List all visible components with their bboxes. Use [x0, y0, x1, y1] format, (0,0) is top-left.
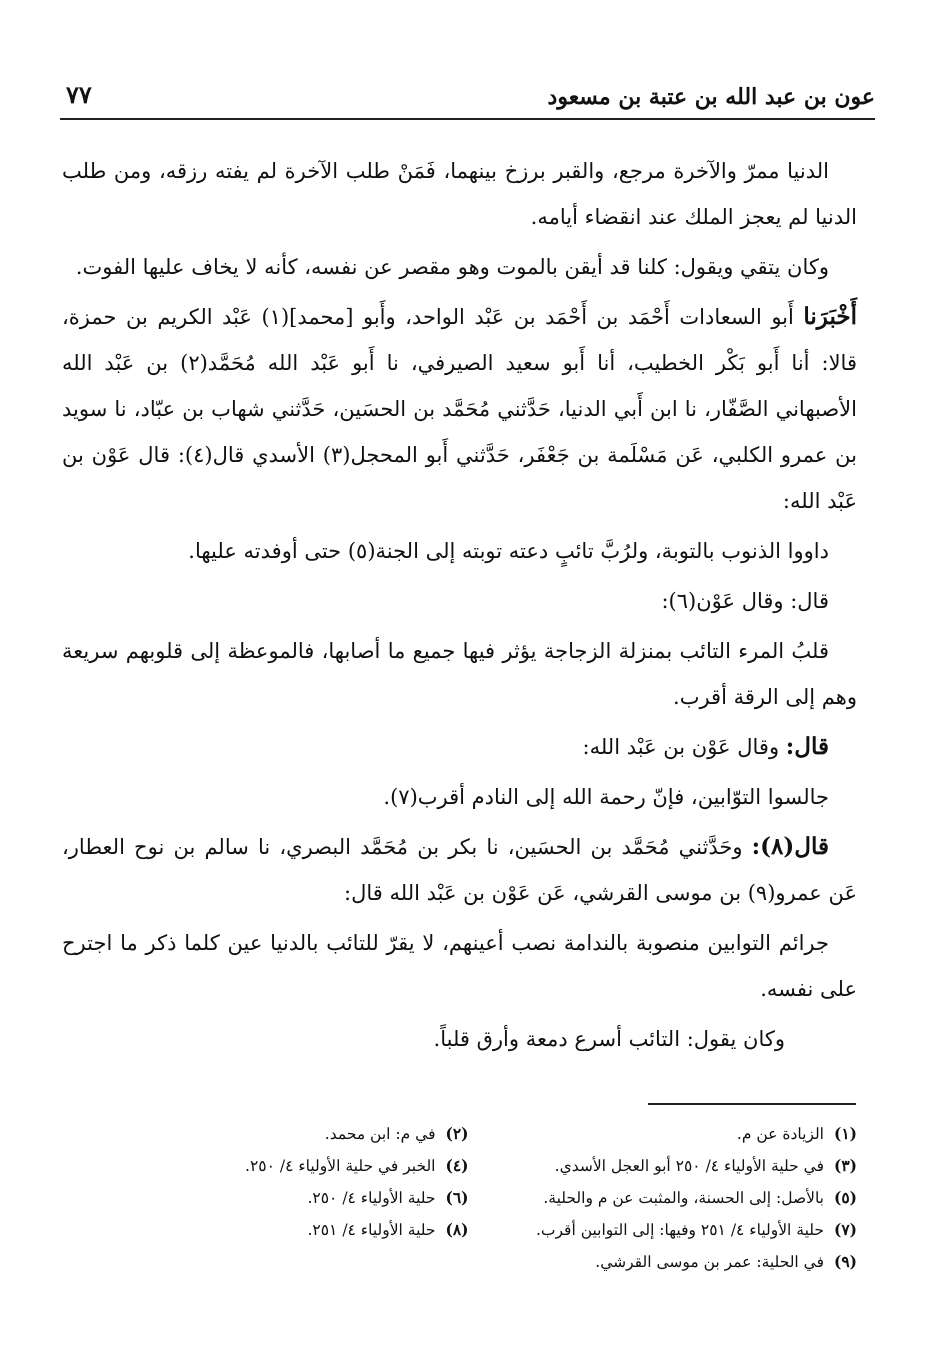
footnote-8 [80, 1214, 469, 1246]
footnote-1 [469, 1118, 858, 1150]
footnote-text: في الحلية: عمر بن موسى القرشي. [595, 1253, 824, 1271]
footnote-text: حلية الأولياء ٤/ ٢٥١. [307, 1221, 436, 1239]
akhbarana-lead: أَخْبَرَنا [803, 303, 858, 330]
paragraph-7-text: وقال عَوْن بن عَبْد الله: [582, 735, 780, 759]
footnote-number: (٩) [833, 1252, 857, 1271]
footnote-4 [80, 1150, 469, 1182]
footnote-row [80, 1182, 857, 1214]
footnote-number: (٥) [833, 1188, 857, 1207]
paragraph-1: الدنيا ممرّ والآخرة مرجع، والقبر برزخ بينهما، فَمَنْ طلب الآخرة لم يفته رزقه، ومن طلب الدنيا لم يعجز الملك عند انقضاء أيامه. [62, 159, 857, 229]
footnote-row [80, 1246, 857, 1278]
running-title: عون بن عبد الله بن عتبة بن مسعود [547, 84, 875, 110]
paragraph-11: وكان يقول: التائب أسرع دمعة وأرق قلباً. [433, 1027, 785, 1051]
qal-lead-2: قال(٨): [751, 833, 829, 860]
paragraph-8: جالسوا التوّابين، فإنّ رحمة الله إلى النادم أقرب(٧). [383, 785, 829, 809]
paragraph-10: جرائم التوابين منصوبة بالندامة نصب أعينهم، لا يقرّ للتائب بالدنيا عين كلما ذكر ما اجترح على نفسه. [62, 931, 857, 1001]
footnote-row [80, 1118, 857, 1150]
footnote-separator [648, 1103, 856, 1105]
footnote-number: (٧) [833, 1220, 857, 1239]
paragraph-9-text: وحَدَّثني مُحَمَّد بن الحسَين، نا بكر بن مُحَمَّد البصري، نا سالم بن نوح العطار، عَن عمرو(٩) بن موسى القرشي، عَن عَوْن بن عَبْد الله قال: [62, 835, 857, 905]
paragraph-6: قلبُ المرء التائب بمنزلة الزجاجة يؤثر فيها جميع ما أصابها، فالموعظة إلى قلوبهم سريعة وهم إلى الرقة أقرب. [62, 639, 857, 709]
footnote-text: في حلية الأولياء ٤/ ٢٥٠ أبو العجل الأسدي. [554, 1157, 824, 1175]
footnote-number: (٤) [445, 1156, 469, 1175]
footnote-number: (٢) [445, 1124, 469, 1143]
footnote-number: (٨) [445, 1220, 469, 1239]
footnote-3 [469, 1150, 858, 1182]
qal-lead: قال: [785, 733, 829, 760]
footnotes [80, 1118, 857, 1278]
footnote-text: الخبر في حلية الأولياء ٤/ ٢٥٠. [245, 1157, 436, 1175]
footnote-row [80, 1150, 857, 1182]
paragraph-2: وكان يتقي ويقول: كلنا قد أيقن بالموت وهو مقصر عن نفسه، كأنه لا يخاف عليها الفوت. [75, 255, 829, 279]
footnote-number: (١) [833, 1124, 857, 1143]
footnote-5 [469, 1182, 858, 1214]
page-number: ٧٧ [66, 80, 92, 109]
paragraph-5: قال: وقال عَوْن(٦): [661, 589, 829, 613]
footnote-row [80, 1214, 857, 1246]
paragraph-7 [62, 724, 857, 770]
main-text [62, 148, 857, 1066]
paragraph-4: داووا الذنوب بالتوبة، ولرُبَّ تائبٍ دعته توبته إلى الجنة(٥) حتى أوفدته عليها. [188, 539, 829, 563]
footnote-number: (٦) [445, 1188, 469, 1207]
footnote-6 [80, 1182, 469, 1214]
footnote-text: في م: ابن محمد. [324, 1125, 436, 1143]
footnote-text: الزيادة عن م. [736, 1125, 824, 1143]
footnote-text: حلية الأولياء ٤/ ٢٥١ وفيها: إلى التوابين أقرب. [535, 1221, 824, 1239]
footnote-text: حلية الأولياء ٤/ ٢٥٠. [307, 1189, 436, 1207]
footnote-7 [469, 1214, 858, 1246]
paragraph-3 [62, 294, 857, 524]
footnote-number: (٣) [833, 1156, 857, 1175]
paragraph-3-text: أَبو السعادات أَحْمَد بن أَحْمَد بن عَبْد الواحد، وأَبو [محمد](١) عَبْد الكريم بن حمزة، قالا: أنا أَبو بَكْر الخطيب، أنا أَبو سعيد الصيرفي، نا أَبو عَبْد الله مُحَمَّد(٢) بن عَبْد الله الأصبهاني الصَّفّار، نا ابن أَبي الدنيا، حَدَّثني مُحَمَّد بن الحسَين، حَدَّثني شهاب بن عبّاد، نا سويد بن عمرو الكلبي، عَن مَسْلَمة بن جَعْفَر، حَدَّثني أَبو المحجل(٣) الأسدي قال(٤): قال عَوْن بن عَبْد الله: [62, 305, 857, 513]
paragraph-9 [62, 824, 857, 916]
page-header [60, 78, 875, 120]
footnote-text: بالأصل: إلى الحسنة، والمثبت عن م والحلية. [543, 1189, 824, 1207]
footnote-2 [80, 1118, 469, 1150]
footnote-9 [469, 1246, 858, 1278]
